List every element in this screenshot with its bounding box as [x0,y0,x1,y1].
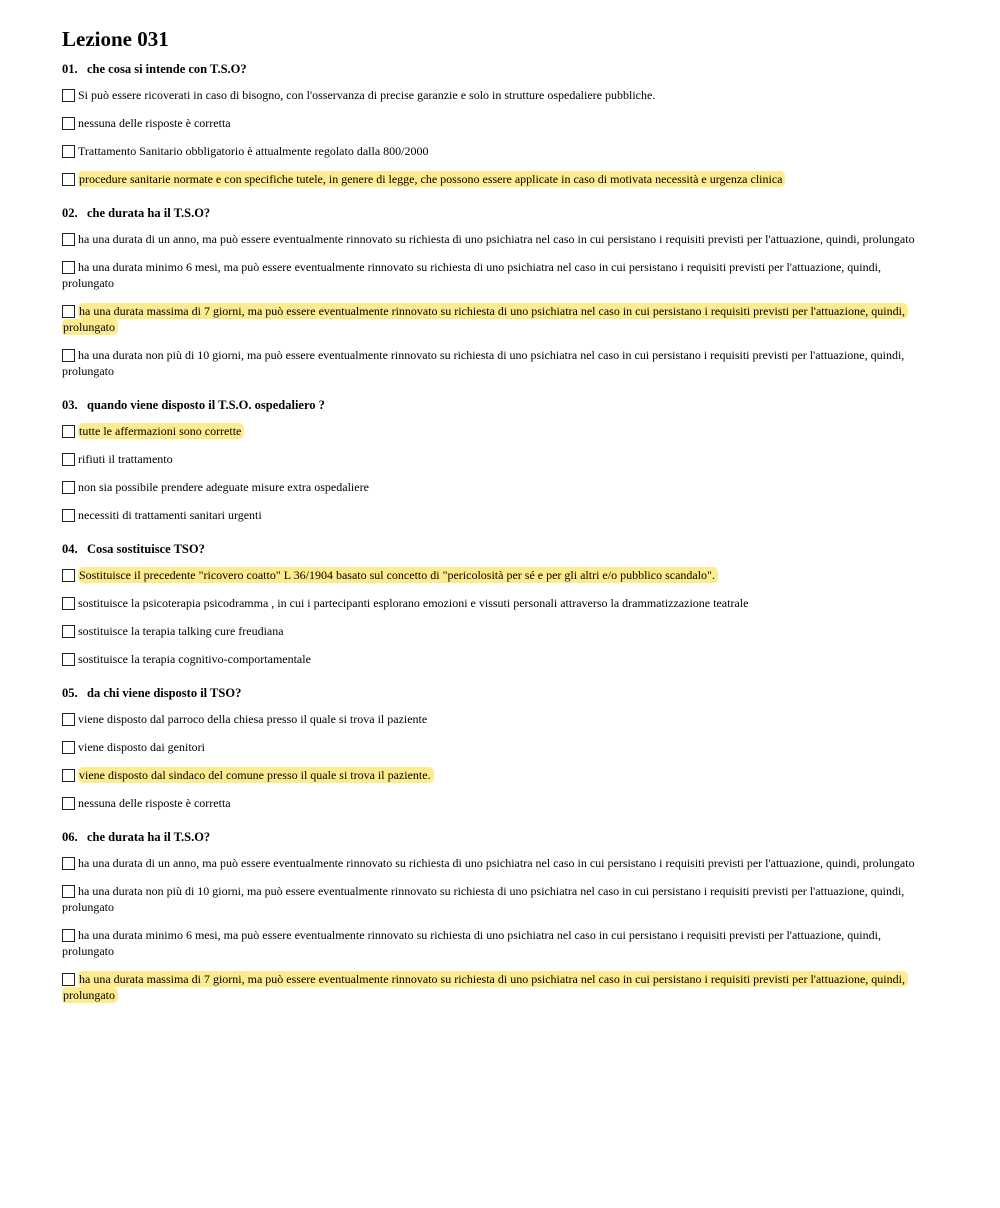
question-title [62,829,922,845]
question-block [62,541,922,667]
question-title [62,397,922,413]
answer-text: viene disposto dal parroco della chiesa presso il quale si trova il paziente [78,712,428,726]
answer-option-correct[interactable] [62,971,922,1003]
answer-option[interactable] [62,259,922,291]
question-title [62,205,922,221]
answer-checkbox[interactable] [62,233,75,246]
question-text: Cosa sostituisce TSO? [87,542,205,556]
answer-option[interactable] [62,711,922,727]
question-list [62,61,922,1003]
answer-checkbox[interactable] [62,569,75,582]
question-text: che cosa si intende con T.S.O? [87,62,247,76]
answer-option[interactable] [62,623,922,639]
answer-text: tutte le affermazioni sono corrette [78,423,244,439]
question-block [62,61,922,187]
answer-checkbox[interactable] [62,857,75,870]
answer-option[interactable] [62,795,922,811]
answer-checkbox[interactable] [62,425,75,438]
answer-checkbox[interactable] [62,653,75,666]
answer-option-correct[interactable] [62,423,922,439]
answer-text: ha una durata di un anno, ma può essere eventualmente rinnovato su richiesta di uno psichiatra nel caso in cui persistano i requisiti previsti per l'attuazione, quindi, prolungato [78,856,915,870]
answer-text: rifiuti il trattamento [78,452,173,466]
question-number: 04. [62,542,78,556]
question-number: 01. [62,62,78,76]
answer-text: sostituisce la terapia talking cure freudiana [78,624,284,638]
answer-option[interactable] [62,595,922,611]
question-block [62,397,922,523]
answer-checkbox[interactable] [62,741,75,754]
answer-text: ha una durata di un anno, ma può essere eventualmente rinnovato su richiesta di uno psichiatra nel caso in cui persistano i requisiti previsti per l'attuazione, quindi, prolungato [78,232,915,246]
answer-text: viene disposto dai genitori [78,740,205,754]
question-number: 05. [62,686,78,700]
answer-checkbox[interactable] [62,509,75,522]
question-text: che durata ha il T.S.O? [87,206,211,220]
answer-text: nessuna delle risposte è corretta [78,116,231,130]
answer-text: Trattamento Sanitario obbligatorio è attualmente regolato dalla 800/2000 [78,144,429,158]
answer-text: ha una durata massima di 7 giorni, ma può essere eventualmente rinnovato su richiesta di uno psichiatra nel caso in cui persistano i requisiti previsti per l'attuazione, quindi, prolungato [62,303,908,335]
answer-checkbox[interactable] [62,89,75,102]
answer-option-correct[interactable] [62,303,922,335]
answer-text: sostituisce la terapia cognitivo-comportamentale [78,652,311,666]
question-number: 03. [62,398,78,412]
answer-option[interactable] [62,87,922,103]
answer-text: ha una durata massima di 7 giorni, ma può essere eventualmente rinnovato su richiesta di uno psichiatra nel caso in cui persistano i requisiti previsti per l'attuazione, quindi, prolungato [62,971,908,1003]
answer-checkbox[interactable] [62,453,75,466]
answer-text: non sia possibile prendere adeguate misure extra ospedaliere [78,480,369,494]
answer-option[interactable] [62,739,922,755]
quiz-page [62,26,922,1021]
answer-checkbox[interactable] [62,173,75,186]
answer-checkbox[interactable] [62,145,75,158]
page-title: Lezione 031 [62,27,169,51]
answer-option[interactable] [62,347,922,379]
answer-checkbox[interactable] [62,769,75,782]
question-number: 06. [62,830,78,844]
answer-text: ha una durata non più di 10 giorni, ma può essere eventualmente rinnovato su richiesta di uno psichiatra nel caso in cui persistano i requisiti previsti per l'attuazione, quindi, prolungato [62,348,905,378]
question-block [62,205,922,379]
question-title [62,685,922,701]
answer-option-correct[interactable] [62,171,922,187]
answer-option[interactable] [62,115,922,131]
answer-option[interactable] [62,927,922,959]
answer-checkbox[interactable] [62,597,75,610]
answer-text: necessiti di trattamenti sanitari urgenti [78,508,262,522]
answer-checkbox[interactable] [62,261,75,274]
answer-checkbox[interactable] [62,305,75,318]
answer-option[interactable] [62,451,922,467]
answer-text: procedure sanitarie normate e con specifiche tutele, in genere di legge, che possono essere applicate in caso di motivata necessità e urgenza clinica [78,171,785,187]
answer-text: ha una durata minimo 6 mesi, ma può essere eventualmente rinnovato su richiesta di uno psichiatra nel caso in cui persistano i requisiti previsti per l'attuazione, quindi, prolungato [62,928,881,958]
answer-text: viene disposto dal sindaco del comune presso il quale si trova il paziente. [78,767,434,783]
answer-text: ha una durata minimo 6 mesi, ma può essere eventualmente rinnovato su richiesta di uno psichiatra nel caso in cui persistano i requisiti previsti per l'attuazione, quindi, prolungato [62,260,881,290]
answer-checkbox[interactable] [62,625,75,638]
question-text: da chi viene disposto il TSO? [87,686,242,700]
answer-option[interactable] [62,507,922,523]
answer-checkbox[interactable] [62,713,75,726]
question-text: che durata ha il T.S.O? [87,830,211,844]
answer-checkbox[interactable] [62,349,75,362]
answer-checkbox[interactable] [62,481,75,494]
question-block [62,685,922,811]
answer-option-correct[interactable] [62,567,922,583]
question-number: 02. [62,206,78,220]
answer-checkbox[interactable] [62,117,75,130]
answer-checkbox[interactable] [62,929,75,942]
answer-checkbox[interactable] [62,797,75,810]
answer-text: Si può essere ricoverati in caso di bisogno, con l'osservanza di precise garanzie e solo in strutture ospedaliere pubbliche. [78,88,656,102]
question-block [62,829,922,1003]
answer-checkbox[interactable] [62,885,75,898]
answer-checkbox[interactable] [62,973,75,986]
answer-option[interactable] [62,855,922,871]
answer-option[interactable] [62,883,922,915]
answer-option[interactable] [62,231,922,247]
answer-option-correct[interactable] [62,767,922,783]
question-text: quando viene disposto il T.S.O. ospedaliero ? [87,398,325,412]
answer-option[interactable] [62,479,922,495]
question-title [62,541,922,557]
answer-text: Sostituisce il precedente "ricovero coatto" L 36/1904 basato sul concetto di "pericolosità per sé e per gli altri e/o pubblico scandalo". [78,567,718,583]
answer-option[interactable] [62,651,922,667]
answer-text: sostituisce la psicoterapia psicodramma , in cui i partecipanti esplorano emozioni e vissuti personali attraverso la drammatizzazione teatrale [78,596,749,610]
question-title [62,61,922,77]
answer-text: nessuna delle risposte è corretta [78,796,231,810]
answer-text: ha una durata non più di 10 giorni, ma può essere eventualmente rinnovato su richiesta di uno psichiatra nel caso in cui persistano i requisiti previsti per l'attuazione, quindi, prolungato [62,884,905,914]
answer-option[interactable] [62,143,922,159]
